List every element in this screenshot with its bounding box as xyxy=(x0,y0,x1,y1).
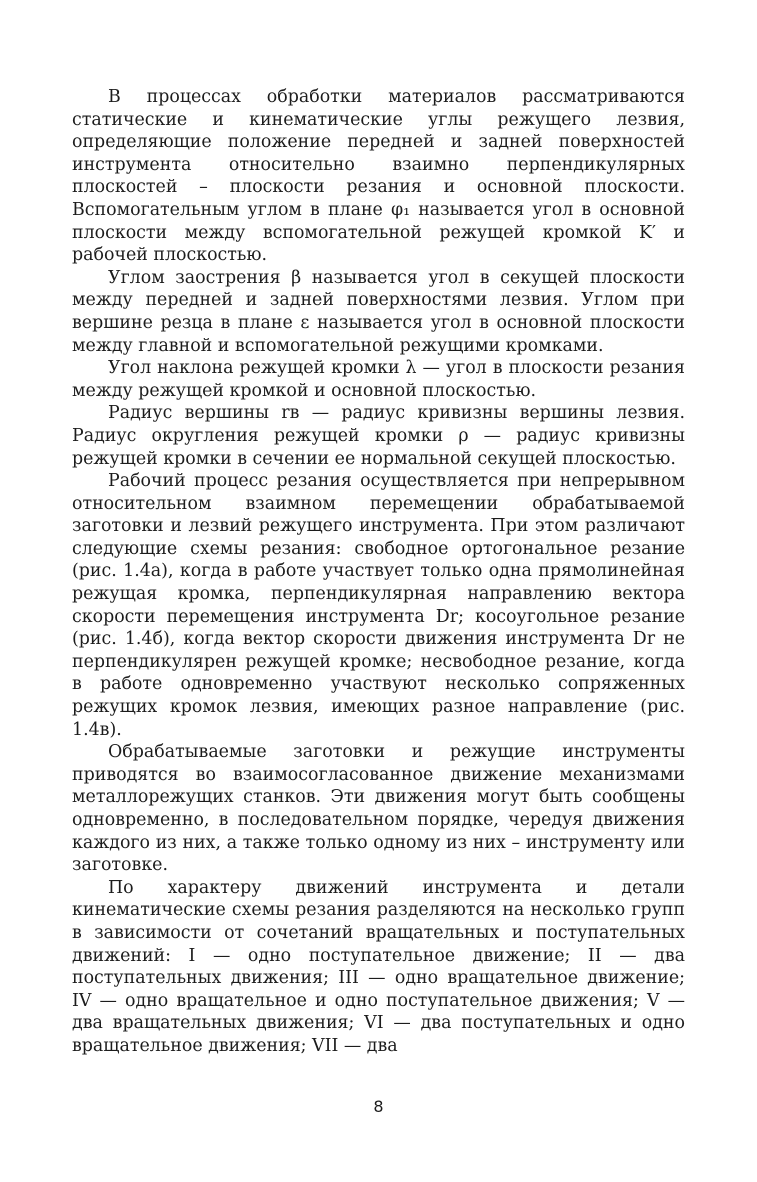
paragraph-1: В процессах обработки материалов рассматриваются статические и кинематические углы режущего лезвия, определяющие положение передней и задней поверхностей инструмента относительно взаимно перпендикулярных плоскостей – плоскости резания и основной плоскости. Вспомогательным углом в плане φ₁ называется угол в основной плоскости между вспомогательной режущей кромкой K′ и рабочей плоскостью. xyxy=(72,87,685,266)
paragraph-5: Рабочий процесс резания осуществляется при непрерывном относительном взаимном перемещении обрабатываемой заготовки и лезвий режущего инструмента. При этом различают следующие схемы резания: свободное ортогональное резание (рис. 1.4а), когда в работе участвует только одна прямолинейная режущая кромка, перпендикулярная направлению вектора скорости перемещения инструмента Dr; косоугольное резание (рис. 1.4б), когда вектор скорости движения инструмента Dr не перпендикулярен режущей кромке; несвободное резание, когда в работе одновременно участвуют несколько сопряженных режущих кромок лезвия, имеющих разное направление (рис. 1.4в). xyxy=(72,471,685,740)
page-number: 8 xyxy=(373,1097,384,1116)
paragraph-7: По характеру движений инструмента и детали кинематические схемы резания разделяются на несколько групп в зависимости от сочетаний вращательных и поступательных движений: I — одно поступательное движение; II — два поступательных движения; III — одно вращательное движение; IV — одно вращательное и одно поступательное движения; V — два вращательных движения; VI — два поступательных и одно вращательное движения; VII — два xyxy=(72,877,685,1056)
paragraph-2: Углом заострения β называется угол в секущей плоскости между передней и задней поверхностями лезвия. Углом при вершине резца в плане ε называется угол в основной плоскости между главной и вспомогательной режущими кромками. xyxy=(72,267,685,356)
paragraph-6: Обрабатываемые заготовки и режущие инструменты приводятся во взаимосогласованное движение механизмами металлорежущих станков. Эти движения могут быть сообщены одновременно, в последовательном порядке, чередуя движения каждого из них, а также только одному из них – инструменту или заготовке. xyxy=(72,742,685,876)
paragraph-4: Радиус вершины rв — радиус кривизны вершины лезвия. Радиус округления режущей кромки ρ — радиус кривизны режущей кромки в сечении ее нормальной секущей плоскостью. xyxy=(72,403,685,469)
page-body xyxy=(72,86,685,1058)
paragraph-3: Угол наклона режущей кромки λ — угол в плоскости резания между режущей кромкой и основной плоскостью. xyxy=(72,358,685,401)
